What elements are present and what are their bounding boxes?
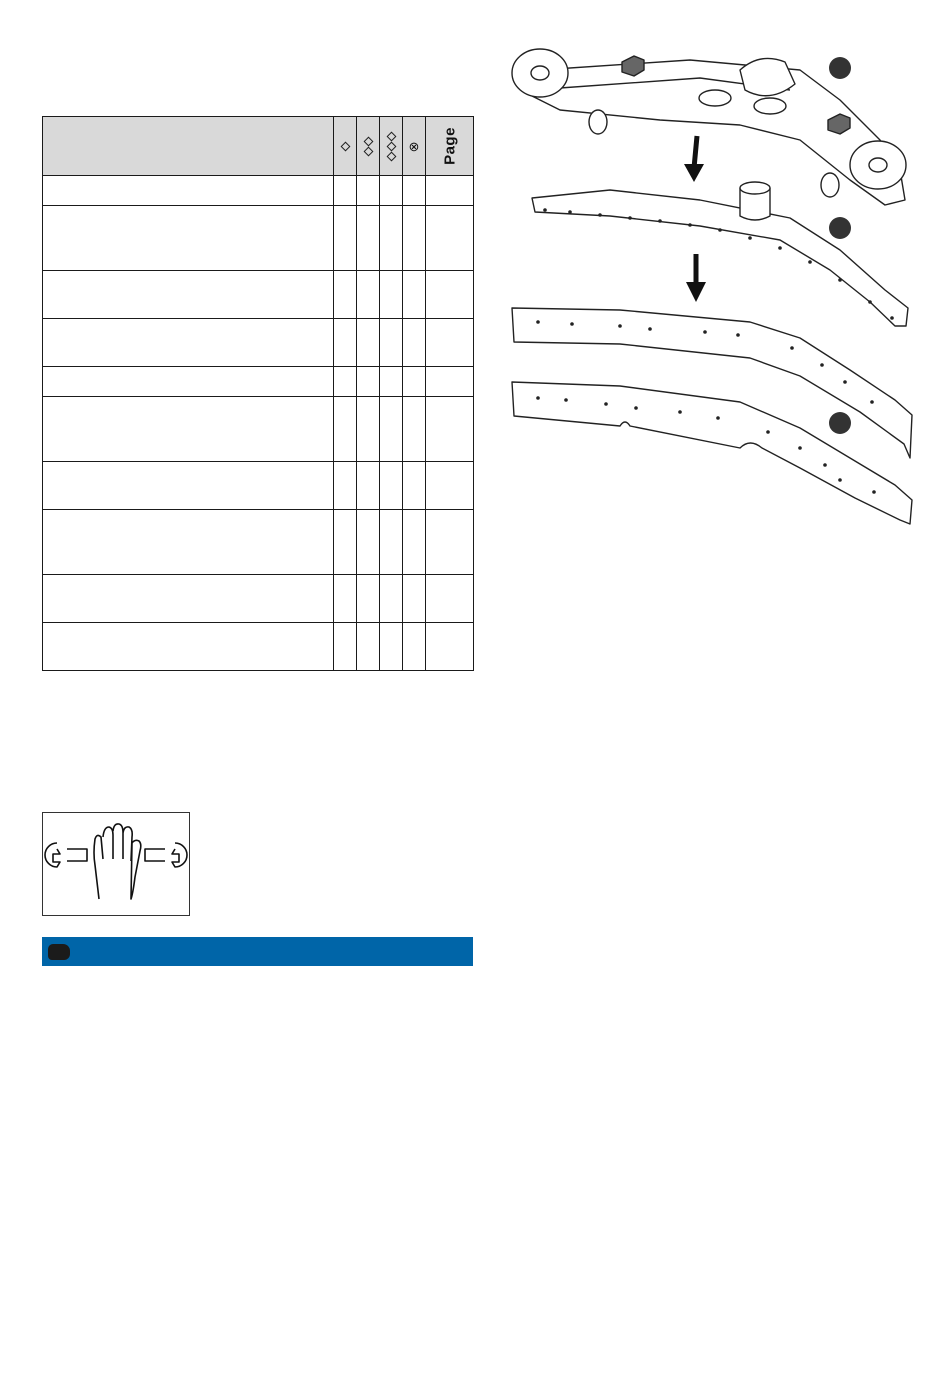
down-arrow-2-icon — [686, 254, 706, 302]
interval-4-cell — [403, 575, 426, 623]
table-row — [43, 623, 474, 671]
page-header-label: Page — [441, 127, 458, 165]
interval-2-cell — [357, 510, 380, 575]
page-cell — [426, 367, 474, 397]
table-row — [43, 206, 474, 271]
interval-2-cell — [357, 623, 380, 671]
page-cell — [426, 623, 474, 671]
callout-marker-2 — [829, 217, 851, 239]
interval-3-cell — [380, 367, 403, 397]
table-body — [43, 176, 474, 671]
callout-marker-1 — [829, 57, 851, 79]
interval-2-header — [357, 117, 380, 176]
interval-1-cell — [334, 271, 357, 319]
task-cell — [43, 206, 334, 271]
task-cell — [43, 176, 334, 206]
task-cell — [43, 271, 334, 319]
table-row — [43, 510, 474, 575]
page-cell — [426, 319, 474, 367]
table-row — [43, 462, 474, 510]
task-cell — [43, 462, 334, 510]
diamond-2-icon — [357, 138, 379, 155]
interval-1-cell — [334, 319, 357, 367]
interval-4-cell — [403, 271, 426, 319]
interval-4-cell — [403, 623, 426, 671]
interval-3-cell — [380, 462, 403, 510]
x-circle-icon: ⊗ — [408, 138, 420, 154]
task-cell — [43, 319, 334, 367]
interval-1-header — [334, 117, 357, 176]
interval-1-cell — [334, 176, 357, 206]
interval-4-cell — [403, 206, 426, 271]
interval-3-cell — [380, 206, 403, 271]
interval-2-cell — [357, 271, 380, 319]
table-row — [43, 319, 474, 367]
interval-4-cell — [403, 397, 426, 462]
task-cell — [43, 623, 334, 671]
hand-with-wrenches-icon — [42, 812, 190, 916]
page-header — [426, 117, 474, 176]
interval-1-cell — [334, 367, 357, 397]
interval-3-header — [380, 117, 403, 176]
squeegee-exploded-diagram — [500, 40, 930, 540]
interval-4-cell — [403, 367, 426, 397]
page-cell — [426, 397, 474, 462]
interval-2-cell — [357, 397, 380, 462]
interval-1-cell — [334, 510, 357, 575]
page-cell — [426, 575, 474, 623]
task-cell — [43, 510, 334, 575]
interval-4-cell — [403, 462, 426, 510]
section-header-bar — [42, 937, 473, 966]
page-cell — [426, 462, 474, 510]
interval-3-cell — [380, 575, 403, 623]
task-cell — [43, 367, 334, 397]
table-row — [43, 575, 474, 623]
page-cell — [426, 206, 474, 271]
interval-4-cell — [403, 176, 426, 206]
interval-4-cell — [403, 510, 426, 575]
table-row — [43, 397, 474, 462]
interval-1-cell — [334, 575, 357, 623]
page-cell — [426, 176, 474, 206]
table-header-row — [43, 117, 474, 176]
maintenance-schedule-table — [42, 116, 474, 671]
down-arrow-1-icon — [684, 136, 704, 182]
section-icon — [48, 944, 70, 960]
interval-2-cell — [357, 319, 380, 367]
task-cell — [43, 575, 334, 623]
table-row — [43, 271, 474, 319]
interval-4-header — [403, 117, 426, 176]
interval-3-cell — [380, 319, 403, 367]
interval-2-cell — [357, 176, 380, 206]
interval-2-cell — [357, 462, 380, 510]
squeegee-assembly-figure — [500, 40, 930, 540]
interval-1-cell — [334, 397, 357, 462]
task-cell — [43, 397, 334, 462]
interval-3-cell — [380, 510, 403, 575]
interval-3-cell — [380, 623, 403, 671]
callout-marker-3 — [829, 412, 851, 434]
interval-1-cell — [334, 206, 357, 271]
task-header — [43, 117, 334, 176]
interval-3-cell — [380, 271, 403, 319]
interval-3-cell — [380, 397, 403, 462]
page-cell — [426, 271, 474, 319]
interval-3-cell — [380, 176, 403, 206]
diamond-1-icon — [334, 143, 356, 150]
page-cell — [426, 510, 474, 575]
diamond-3-icon — [380, 133, 402, 160]
interval-1-cell — [334, 623, 357, 671]
hand-with-wrenches-drawing — [43, 813, 189, 915]
interval-4-cell — [403, 319, 426, 367]
table-row — [43, 367, 474, 397]
interval-2-cell — [357, 575, 380, 623]
interval-2-cell — [357, 367, 380, 397]
interval-2-cell — [357, 206, 380, 271]
table-row — [43, 176, 474, 206]
interval-1-cell — [334, 462, 357, 510]
